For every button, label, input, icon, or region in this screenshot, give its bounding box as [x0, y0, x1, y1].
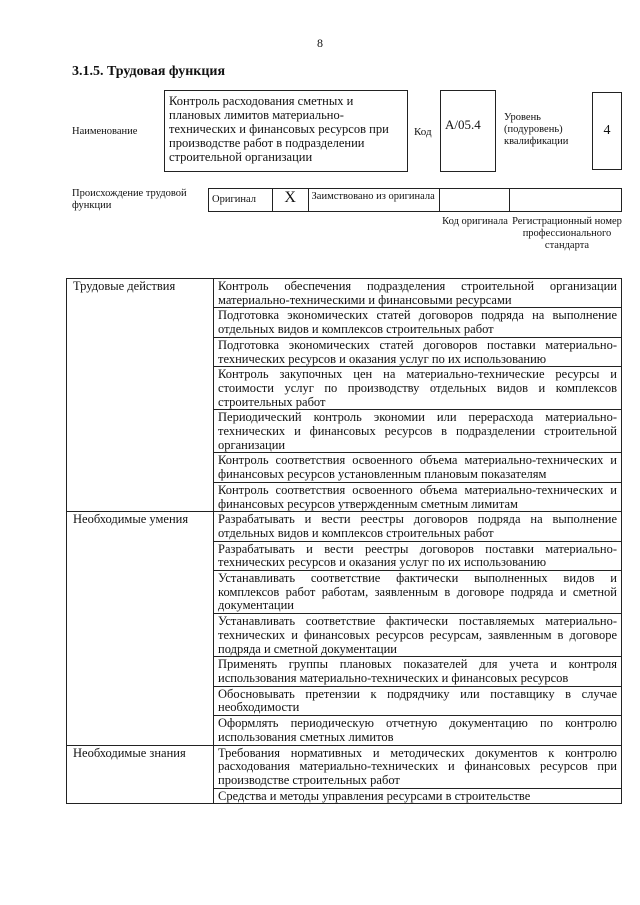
section-item: Средства и методы управления ресурсами в строительстве [214, 788, 622, 804]
level-label: Уровень (подуровень) квалификации [504, 112, 569, 147]
section-item: Устанавливать соответствие фактически поставляемых материально-технических и финансовых ресурсов ресурсам, заявленным в договоре подряда и сметной документации [214, 614, 622, 657]
origin-row [208, 188, 622, 212]
name-label: Наименование [72, 126, 138, 137]
section-item: Применять группы плановых показателей для учета и контроля использования материально-технических и финансовых ресурсов [214, 657, 622, 686]
original-label: Оригинал [209, 189, 273, 211]
section-item: Требования нормативных и методических документов к контролю расходования материально-технических и финансовых ресурсов при производстве строительных работ [214, 745, 622, 788]
section-item: Контроль обеспечения подразделения строительной организации материально-техническими и финансовыми ресурсами [214, 279, 622, 308]
section-item: Обосновывать претензии к подрядчику или поставщику в случае необходимости [214, 686, 622, 715]
code-label: Код [414, 126, 432, 138]
section-item: Разрабатывать и вести реестры договоров подряда на выполнение отдельных видов и комплексов строительных работ [214, 512, 622, 541]
section-item: Разрабатывать и вести реестры договоров поставки материально-технических ресурсов и оказания услуг по их использованию [214, 541, 622, 570]
table-row [67, 279, 622, 308]
section-item: Контроль соответствия освоенного объема материально-технических и финансовых ресурсов установленным плановым показателям [214, 453, 622, 482]
section-heading: Трудовые действия [67, 279, 214, 512]
section-heading: Необходимые умения [67, 512, 214, 745]
section-item: Контроль соответствия освоенного объема материально-технических и финансовых ресурсов утвержденным сметным лимитам [214, 482, 622, 511]
section-item: Оформлять периодическую отчетную документацию по контролю использования сметных лимитов [214, 716, 622, 745]
origin-label: Происхождение трудовой функции [72, 188, 187, 211]
table-row [67, 512, 622, 541]
page-number: 8 [317, 36, 323, 50]
section-item: Подготовка экономических статей договоров поставки материально-технических ресурсов и оказания услуг по их использованию [214, 337, 622, 366]
function-table [66, 278, 622, 804]
section-title: 3.1.5. Трудовая функция [72, 64, 226, 79]
section-item: Периодический контроль экономии или перерасхода материально-технических и финансовых ресурсов в подразделении строительной организации [214, 410, 622, 453]
function-name: Контроль расходования сметных и плановых лимитов материально-технических и финансовых ресурсов при производстве работ в подразделении строительной организации [164, 90, 408, 172]
qualification-level: 4 [592, 92, 622, 170]
table-row [67, 745, 622, 788]
origin-code-cell [440, 189, 510, 211]
function-code: A/05.4 [440, 90, 496, 172]
origin-reg-cell [510, 189, 621, 211]
original-mark: X [273, 189, 309, 211]
borrowed-label: Заимствовано из оригинала [309, 189, 440, 211]
section-item: Подготовка экономических статей договоров подряда на выполнение отдельных видов и комплексов строительных работ [214, 308, 622, 337]
section-item: Контроль закупочных цен на материально-технические ресурсы и стоимости услуг по производству отдельных видов и комплексов строительных работ [214, 367, 622, 410]
section-heading: Необходимые знания [67, 745, 214, 804]
reg-caption: Регистрационный номер профессионального стандарта [512, 216, 622, 251]
section-item: Устанавливать соответствие фактически выполненных видов и комплексов работ работам, заявленным в договоре подряда и сметной документации [214, 571, 622, 614]
code-caption: Код оригинала [442, 216, 508, 227]
